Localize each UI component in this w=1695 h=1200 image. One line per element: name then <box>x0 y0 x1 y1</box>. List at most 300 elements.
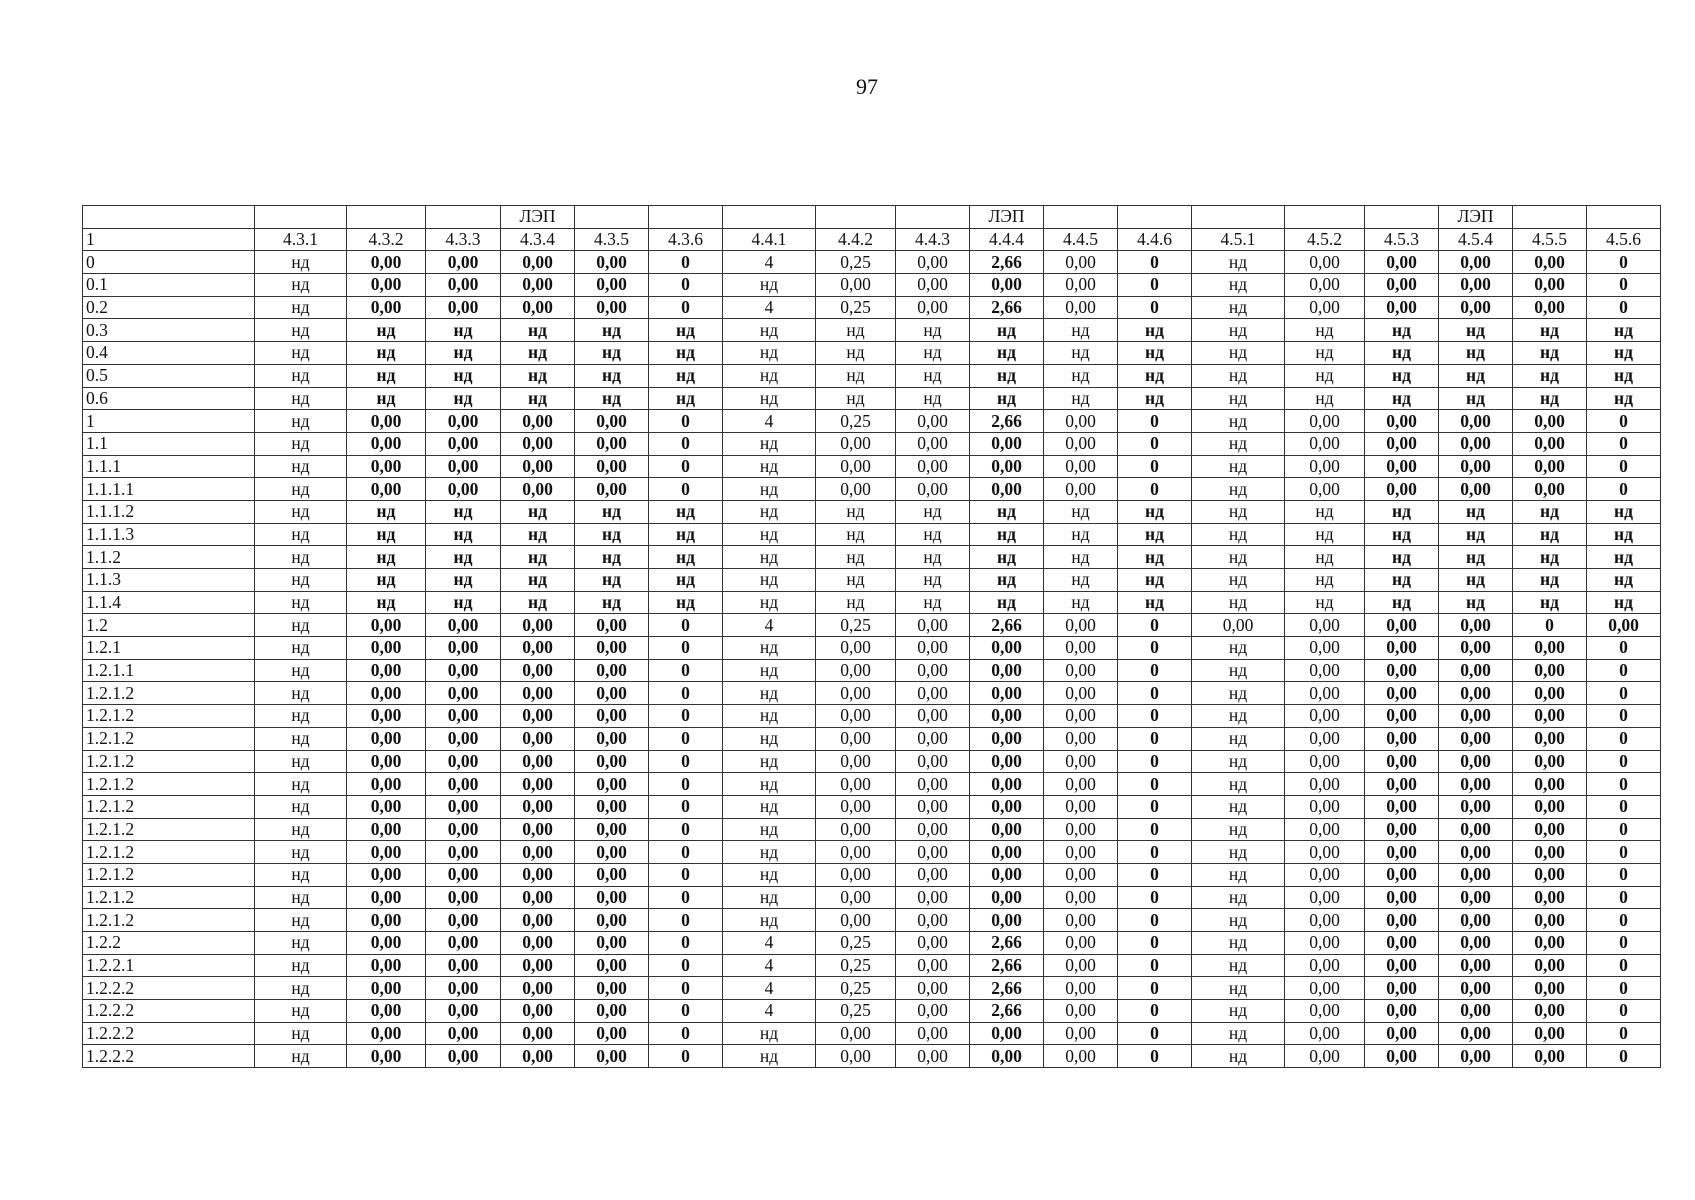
table-cell: 0,00 <box>1044 954 1118 977</box>
table-cell: нд <box>723 750 816 773</box>
table-cell: нд <box>1044 591 1118 614</box>
table-cell: 0,00 <box>1365 886 1439 909</box>
table-cell: 0,00 <box>816 478 896 501</box>
table-cell: 0,00 <box>970 274 1044 297</box>
table-cell: 0 <box>1587 1000 1661 1023</box>
table-cell: 0,00 <box>1513 432 1587 455</box>
table-cell: 0 <box>649 932 723 955</box>
table-cell: 0,00 <box>426 977 501 1000</box>
table-cell: нд <box>1118 364 1192 387</box>
table-cell: нд <box>1192 1022 1285 1045</box>
table-cell: 0 <box>1118 727 1192 750</box>
table-cell: 0,00 <box>426 773 501 796</box>
table-cell: 0,00 <box>1513 954 1587 977</box>
table-cell: нд <box>255 750 347 773</box>
table-cell: 0 <box>1118 773 1192 796</box>
table-cell: 0,00 <box>1285 863 1365 886</box>
table-cell: нд <box>575 523 649 546</box>
table-cell: нд <box>501 387 575 410</box>
table-cell: 0,00 <box>501 954 575 977</box>
table-cell: нд <box>255 818 347 841</box>
table-cell: 0,25 <box>816 614 896 637</box>
table-cell: 0,00 <box>1513 1045 1587 1068</box>
table-cell: 0,00 <box>1513 727 1587 750</box>
table-cell: 0 <box>1587 886 1661 909</box>
table-cell: нд <box>1365 319 1439 342</box>
table-cell: нд <box>649 319 723 342</box>
table-cell: нд <box>1192 274 1285 297</box>
table-cell: 0,00 <box>1285 432 1365 455</box>
table-cell: 0,25 <box>816 932 896 955</box>
table-cell: 0,00 <box>970 659 1044 682</box>
table-cell: 0,00 <box>816 705 896 728</box>
table-cell: нд <box>426 569 501 592</box>
table-cell: 0,00 <box>575 296 649 319</box>
table-cell: 0 <box>649 637 723 660</box>
table-cell: нд <box>1192 954 1285 977</box>
table-cell: нд <box>255 682 347 705</box>
row-label-cell: 1.2.2.2 <box>83 977 255 1000</box>
table-cell: 0 <box>649 478 723 501</box>
table-cell: нд <box>970 500 1044 523</box>
table-cell: нд <box>896 342 970 365</box>
table-cell: нд <box>426 546 501 569</box>
table-cell: 0,00 <box>1285 296 1365 319</box>
row-label-cell: 0.5 <box>83 364 255 387</box>
table-row <box>83 455 1661 478</box>
group-header-cell <box>575 206 649 229</box>
table-cell: 0 <box>649 432 723 455</box>
table-cell: нд <box>1513 364 1587 387</box>
table-cell: 0,00 <box>575 909 649 932</box>
column-header-cell: 4.4.4 <box>970 228 1044 251</box>
table-cell: 0,00 <box>970 637 1044 660</box>
table-cell: 0 <box>1587 795 1661 818</box>
table-cell: 0,00 <box>501 705 575 728</box>
table-row <box>83 818 1661 841</box>
table-cell: 0,00 <box>347 637 426 660</box>
table-cell: нд <box>816 523 896 546</box>
group-header-cell <box>83 206 255 229</box>
table-cell: нд <box>501 523 575 546</box>
group-header-cell <box>649 206 723 229</box>
table-cell: 0,00 <box>1285 251 1365 274</box>
table-cell: нд <box>426 591 501 614</box>
table-cell: нд <box>1513 591 1587 614</box>
table-cell: 0,00 <box>347 614 426 637</box>
table-cell: 4 <box>723 296 816 319</box>
table-cell: 0,00 <box>816 863 896 886</box>
table-cell: 0 <box>1587 274 1661 297</box>
table-cell: 0 <box>649 455 723 478</box>
table-cell: нд <box>426 387 501 410</box>
table-cell: нд <box>501 342 575 365</box>
row-label-cell: 1.2.1.2 <box>83 841 255 864</box>
table-cell: 0,00 <box>1365 432 1439 455</box>
table-cell: 0,00 <box>1285 954 1365 977</box>
table-cell: нд <box>649 546 723 569</box>
table-cell: нд <box>1192 591 1285 614</box>
table-cell: 0,00 <box>1044 773 1118 796</box>
table-cell: 0,00 <box>347 410 426 433</box>
table-cell: 0,00 <box>896 795 970 818</box>
table-cell: 0,00 <box>1365 727 1439 750</box>
table-cell: нд <box>970 546 1044 569</box>
table-cell: нд <box>723 818 816 841</box>
table-cell: 0 <box>649 1045 723 1068</box>
table-cell: нд <box>1192 909 1285 932</box>
table-cell: 0,00 <box>1439 1045 1513 1068</box>
table-cell: 0,00 <box>1439 1022 1513 1045</box>
table-cell: нд <box>1439 500 1513 523</box>
table-cell: 0 <box>1513 614 1587 637</box>
table-row <box>83 682 1661 705</box>
table-cell: 0,00 <box>1513 251 1587 274</box>
table-row <box>83 637 1661 660</box>
table-cell: 0,00 <box>347 977 426 1000</box>
table-cell: 0,00 <box>426 932 501 955</box>
table-cell: нд <box>255 364 347 387</box>
table-cell: нд <box>723 841 816 864</box>
table-cell: нд <box>1439 342 1513 365</box>
table-cell: 0,00 <box>970 1022 1044 1045</box>
table-cell: 0,00 <box>896 1022 970 1045</box>
table-cell: нд <box>723 364 816 387</box>
table-cell: 0 <box>649 705 723 728</box>
table-cell: 0 <box>1118 977 1192 1000</box>
table-cell: нд <box>1513 523 1587 546</box>
table-cell: 0 <box>1118 659 1192 682</box>
table-cell: нд <box>1192 500 1285 523</box>
table-cell: 0,00 <box>816 841 896 864</box>
table-cell: нд <box>723 274 816 297</box>
table-cell: 0 <box>1118 750 1192 773</box>
table-cell: 0 <box>649 909 723 932</box>
table-cell: нд <box>1192 705 1285 728</box>
table-cell: нд <box>347 523 426 546</box>
table-cell: нд <box>1365 387 1439 410</box>
row-label-cell: 1.2.2 <box>83 932 255 955</box>
table-cell: 0,00 <box>1365 1000 1439 1023</box>
table-cell: 0,25 <box>816 296 896 319</box>
table-cell: 0,00 <box>896 954 970 977</box>
table-cell: нд <box>723 863 816 886</box>
table-cell: нд <box>501 500 575 523</box>
row-label-cell: 1.2 <box>83 614 255 637</box>
table-cell: 0,00 <box>1365 637 1439 660</box>
group-header-cell: ЛЭП <box>970 206 1044 229</box>
table-cell: 0,00 <box>575 659 649 682</box>
table-cell: нд <box>723 500 816 523</box>
table-cell: 0,00 <box>575 410 649 433</box>
table-cell: нд <box>970 364 1044 387</box>
table-cell: нд <box>723 727 816 750</box>
table-cell: 4 <box>723 614 816 637</box>
table-cell: 0,00 <box>816 773 896 796</box>
table-cell: 0,00 <box>501 773 575 796</box>
table-cell: 0,00 <box>816 909 896 932</box>
table-cell: 0,00 <box>1513 818 1587 841</box>
table-cell: нд <box>347 387 426 410</box>
table-cell: 0 <box>1118 251 1192 274</box>
table-cell: 0,00 <box>1044 614 1118 637</box>
table-cell: нд <box>255 705 347 728</box>
table-cell: 0,25 <box>816 954 896 977</box>
table-cell: 0,00 <box>1439 705 1513 728</box>
table-cell: нд <box>649 387 723 410</box>
table-cell: 0,00 <box>1285 1000 1365 1023</box>
table-cell: нд <box>255 500 347 523</box>
table-cell: нд <box>1192 932 1285 955</box>
row-label-cell: 1.1.3 <box>83 569 255 592</box>
table-cell: нд <box>1587 364 1661 387</box>
table-cell: нд <box>1118 342 1192 365</box>
table-cell: нд <box>723 546 816 569</box>
table-cell: 0,00 <box>501 296 575 319</box>
table-cell: 0,00 <box>426 1022 501 1045</box>
table-cell: нд <box>1192 659 1285 682</box>
table-cell: 0 <box>1118 818 1192 841</box>
row-label-cell: 0.3 <box>83 319 255 342</box>
table-cell: нд <box>723 909 816 932</box>
table-cell: нд <box>426 523 501 546</box>
table-cell: 0,00 <box>1439 455 1513 478</box>
table-cell: 0 <box>1587 909 1661 932</box>
table-cell: нд <box>1192 387 1285 410</box>
table-cell: 0,00 <box>1285 637 1365 660</box>
table-cell: 0,00 <box>501 1022 575 1045</box>
table-cell: нд <box>723 682 816 705</box>
group-header-cell: ЛЭП <box>1439 206 1513 229</box>
table-cell: 0,00 <box>347 274 426 297</box>
table-cell: нд <box>1365 500 1439 523</box>
table-cell: нд <box>896 387 970 410</box>
table-cell: нд <box>1118 319 1192 342</box>
table-cell: 0 <box>1118 637 1192 660</box>
table-cell: 0,00 <box>1044 251 1118 274</box>
table-cell: 0,00 <box>1285 909 1365 932</box>
row-label-cell: 1.2.2.1 <box>83 954 255 977</box>
table-cell: 0,00 <box>1439 432 1513 455</box>
table-cell: 0,00 <box>970 705 1044 728</box>
row-label-cell: 1.2.1.2 <box>83 886 255 909</box>
table-cell: нд <box>896 591 970 614</box>
table-cell: нд <box>649 591 723 614</box>
table-cell: 0 <box>1587 750 1661 773</box>
table-cell: 0,00 <box>1513 863 1587 886</box>
table-cell: нд <box>1044 500 1118 523</box>
table-cell: нд <box>501 546 575 569</box>
table-cell: 0,00 <box>347 818 426 841</box>
table-cell: нд <box>426 319 501 342</box>
table-cell: 0,00 <box>575 795 649 818</box>
table-cell: нд <box>1192 546 1285 569</box>
table-cell: 0,00 <box>970 750 1044 773</box>
table-cell: 0,00 <box>1513 410 1587 433</box>
table-cell: 0 <box>1587 637 1661 660</box>
table-cell: 0,00 <box>1285 750 1365 773</box>
table-cell: 0 <box>1587 977 1661 1000</box>
row-label-cell: 1.2.1.2 <box>83 750 255 773</box>
table-cell: 0,00 <box>896 659 970 682</box>
table-cell: 0,00 <box>1513 886 1587 909</box>
table-cell: 0,00 <box>347 659 426 682</box>
table-cell: 0,00 <box>426 274 501 297</box>
table-cell: 0 <box>1587 432 1661 455</box>
table-cell: 0,00 <box>501 818 575 841</box>
table-cell: нд <box>970 591 1044 614</box>
table-cell: 0,00 <box>970 682 1044 705</box>
table-cell: 0 <box>649 296 723 319</box>
table-row <box>83 977 1661 1000</box>
table-cell: 0,00 <box>426 682 501 705</box>
table-cell: нд <box>255 954 347 977</box>
table-row <box>83 410 1661 433</box>
table-cell: 0 <box>649 1000 723 1023</box>
table-cell: нд <box>1513 500 1587 523</box>
table-cell: нд <box>896 364 970 387</box>
table-cell: нд <box>1365 546 1439 569</box>
table-cell: нд <box>1192 569 1285 592</box>
table-cell: нд <box>896 569 970 592</box>
group-header-cell <box>1118 206 1192 229</box>
table-cell: 0,00 <box>970 1045 1044 1068</box>
table-cell: 0,00 <box>347 455 426 478</box>
table-cell: нд <box>1365 569 1439 592</box>
table-cell: 0,00 <box>1513 841 1587 864</box>
table-row <box>83 659 1661 682</box>
table-cell: нд <box>1285 342 1365 365</box>
table-cell: 0,00 <box>347 251 426 274</box>
table-row <box>83 478 1661 501</box>
table-cell: нд <box>1439 319 1513 342</box>
table-cell: 0,00 <box>816 432 896 455</box>
table-row <box>83 841 1661 864</box>
table-row <box>83 500 1661 523</box>
row-label-cell: 1.2.1 <box>83 637 255 660</box>
table-cell: нд <box>575 387 649 410</box>
table-row <box>83 342 1661 365</box>
table-cell: 0,00 <box>1044 841 1118 864</box>
table-cell: 0,00 <box>816 682 896 705</box>
table-cell: нд <box>896 546 970 569</box>
table-cell: нд <box>255 1045 347 1068</box>
table-cell: 0 <box>1587 251 1661 274</box>
table-cell: 0,00 <box>426 705 501 728</box>
table-cell: 0,00 <box>347 682 426 705</box>
table-cell: 0,00 <box>347 1022 426 1045</box>
table-cell: 0,00 <box>1365 410 1439 433</box>
table-cell: 0,00 <box>896 455 970 478</box>
table-row <box>83 727 1661 750</box>
table-row <box>83 591 1661 614</box>
table-cell: нд <box>1365 364 1439 387</box>
table-cell: нд <box>1587 591 1661 614</box>
table-cell: 4 <box>723 954 816 977</box>
table-cell: 0,00 <box>816 1045 896 1068</box>
table-cell: 0,00 <box>1365 705 1439 728</box>
group-header-cell <box>347 206 426 229</box>
table-cell: 0,00 <box>1513 455 1587 478</box>
table-cell: нд <box>1285 500 1365 523</box>
table-cell: 0,00 <box>1439 614 1513 637</box>
table-cell: нд <box>1192 795 1285 818</box>
table-cell: 0 <box>1118 1022 1192 1045</box>
table-cell: нд <box>1513 319 1587 342</box>
table-cell: 0,00 <box>1044 455 1118 478</box>
table-cell: нд <box>1044 569 1118 592</box>
row-label-cell: 1.2.1.2 <box>83 682 255 705</box>
table-cell: 0,00 <box>575 705 649 728</box>
table-cell: нд <box>1118 523 1192 546</box>
table-cell: 0,00 <box>1439 1000 1513 1023</box>
table-cell: нд <box>255 274 347 297</box>
table-cell: 0 <box>1587 682 1661 705</box>
table-cell: 0,00 <box>1044 886 1118 909</box>
table-cell: нд <box>723 342 816 365</box>
table-row <box>83 750 1661 773</box>
table-cell: нд <box>1365 523 1439 546</box>
table-cell: нд <box>575 500 649 523</box>
table-cell: 0,00 <box>575 1022 649 1045</box>
row-label-cell: 1 <box>83 410 255 433</box>
group-header-cell <box>1285 206 1365 229</box>
table-cell: 0 <box>1118 705 1192 728</box>
table-cell: 0,25 <box>816 410 896 433</box>
table-cell: 0 <box>649 410 723 433</box>
table-cell: 0,00 <box>1365 1022 1439 1045</box>
table-cell: нд <box>575 319 649 342</box>
table-cell: нд <box>723 478 816 501</box>
row-label-cell: 1.1.4 <box>83 591 255 614</box>
table-row <box>83 319 1661 342</box>
row-label-cell: 1.2.2.2 <box>83 1000 255 1023</box>
table-cell: 2,66 <box>970 1000 1044 1023</box>
table-cell: 0,00 <box>1365 954 1439 977</box>
table-cell: 0 <box>1587 455 1661 478</box>
table-cell: 0,00 <box>816 818 896 841</box>
table-cell: нд <box>816 319 896 342</box>
table-cell: нд <box>255 659 347 682</box>
table-cell: 0,00 <box>575 251 649 274</box>
table-cell: 0,00 <box>1044 818 1118 841</box>
table-cell: 0,00 <box>896 432 970 455</box>
table-cell: нд <box>575 546 649 569</box>
table-row <box>83 909 1661 932</box>
table-cell: нд <box>1044 546 1118 569</box>
table-cell: 0,00 <box>347 478 426 501</box>
table-cell: нд <box>1587 342 1661 365</box>
table-cell: 0,00 <box>347 909 426 932</box>
column-header-cell: 1 <box>83 228 255 251</box>
table-row <box>83 1022 1661 1045</box>
table-cell: 0,00 <box>1365 478 1439 501</box>
row-label-cell: 1.2.1.1 <box>83 659 255 682</box>
table-cell: 0 <box>1587 818 1661 841</box>
column-header-cell: 4.4.3 <box>896 228 970 251</box>
table-cell: нд <box>575 591 649 614</box>
table-cell: нд <box>970 523 1044 546</box>
table-cell: 0,00 <box>1513 659 1587 682</box>
column-header-cell: 4.3.5 <box>575 228 649 251</box>
table-cell: 0,00 <box>1365 1045 1439 1068</box>
table-cell: 0,00 <box>1513 932 1587 955</box>
row-label-cell: 1.2.1.2 <box>83 818 255 841</box>
table-cell: 0,00 <box>816 274 896 297</box>
table-row <box>83 274 1661 297</box>
table-row <box>83 364 1661 387</box>
table-cell: 0,00 <box>347 863 426 886</box>
